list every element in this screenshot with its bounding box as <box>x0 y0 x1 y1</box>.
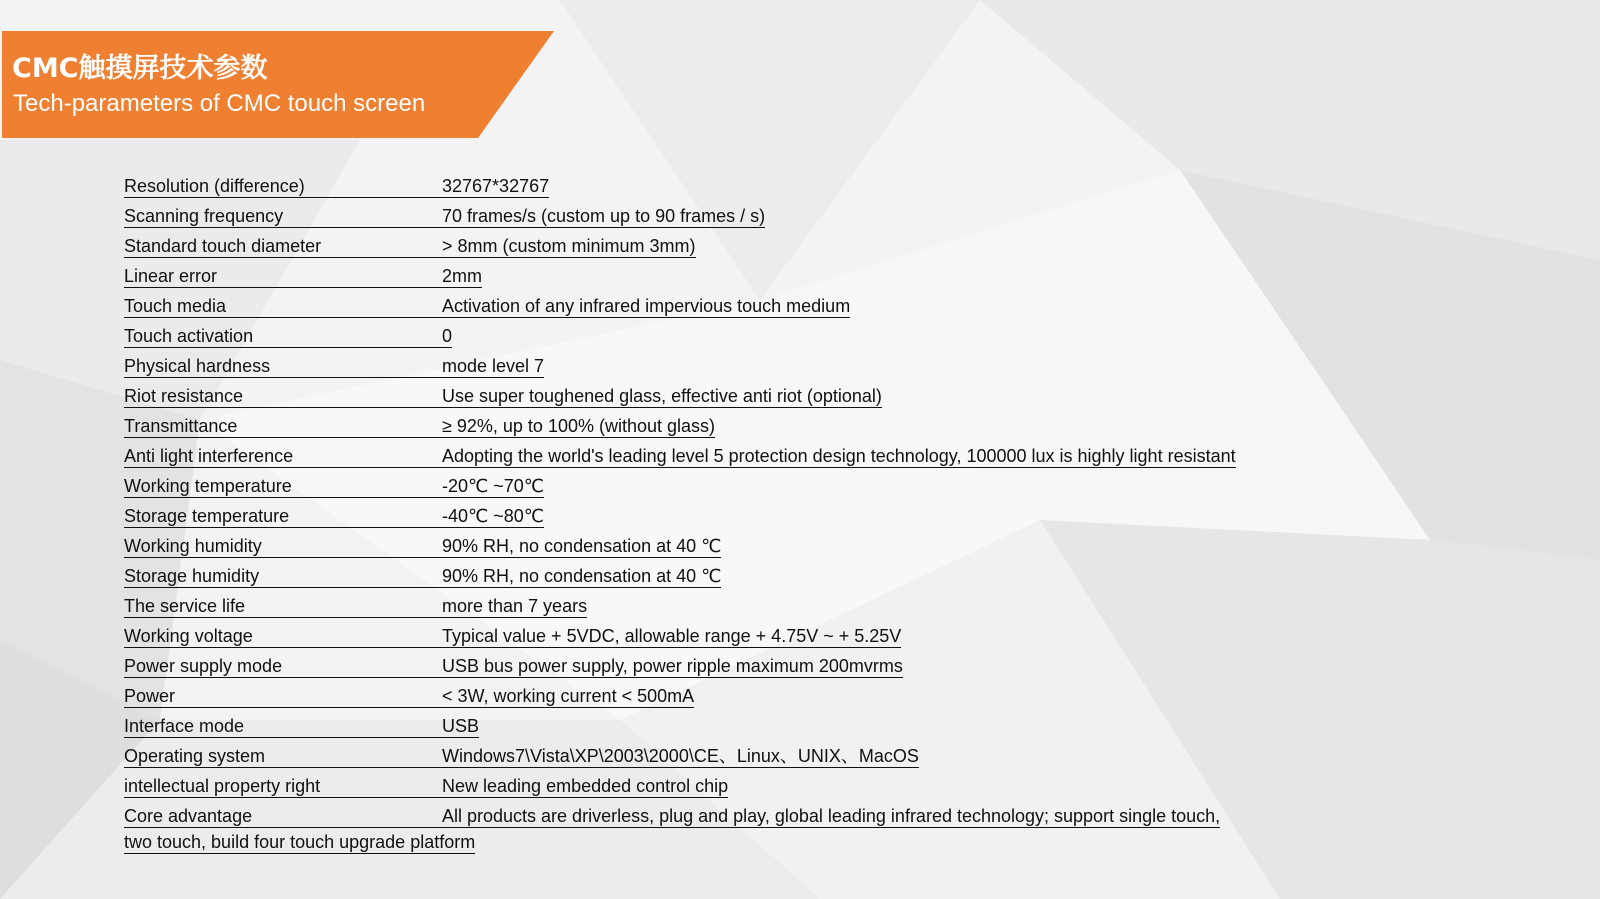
spec-continuation: two touch, build four touch upgrade platform <box>124 832 476 852</box>
spec-value: 32767*32767 <box>442 176 550 196</box>
spec-row <box>124 620 1324 650</box>
spec-value: Activation of any infrared impervious touch medium <box>442 296 851 316</box>
spec-list <box>124 170 1324 830</box>
spec-label: Power <box>124 685 442 708</box>
spec-value: 90% RH, no condensation at 40 ℃ <box>442 536 722 556</box>
spec-value: Typical value + 5VDC, allowable range + 4.75V ~ + 5.25V <box>442 626 902 646</box>
spec-label: Scanning frequency <box>124 205 442 228</box>
spec-row <box>124 410 1324 440</box>
spec-label: Interface mode <box>124 715 442 738</box>
spec-label: Riot resistance <box>124 385 442 408</box>
spec-row <box>124 320 1324 350</box>
spec-row <box>124 290 1324 320</box>
spec-value: USB <box>442 716 480 736</box>
spec-value: mode level 7 <box>442 356 545 376</box>
spec-row <box>124 200 1324 230</box>
spec-label: Working humidity <box>124 535 442 558</box>
page-subtitle: Tech-parameters of CMC touch screen <box>13 90 426 117</box>
spec-label: Operating system <box>124 745 442 768</box>
spec-label: Physical hardness <box>124 355 442 378</box>
spec-row <box>124 470 1324 500</box>
spec-value: > 8mm (custom minimum 3mm) <box>442 236 696 256</box>
spec-label: Power supply mode <box>124 655 442 678</box>
spec-value: 70 frames/s (custom up to 90 frames / s) <box>442 206 766 226</box>
spec-label: The service life <box>124 595 442 618</box>
spec-row <box>124 710 1324 740</box>
spec-value: -40℃ ~80℃ <box>442 506 544 526</box>
spec-value: < 3W, working current < 500mA <box>442 686 695 706</box>
spec-label: intellectual property right <box>124 775 442 798</box>
spec-row <box>124 500 1324 530</box>
spec-label: Linear error <box>124 265 442 288</box>
spec-row <box>124 590 1324 620</box>
spec-label: Storage temperature <box>124 505 442 528</box>
header-banner <box>2 31 554 138</box>
spec-row <box>124 560 1324 590</box>
spec-value: 90% RH, no condensation at 40 ℃ <box>442 566 722 586</box>
spec-row <box>124 650 1324 680</box>
spec-value: Windows7\Vista\XP\2003\2000\CE、Linux、UNIX、MacOS <box>442 746 919 766</box>
spec-row <box>124 380 1324 410</box>
spec-value: -20℃ ~70℃ <box>442 476 544 496</box>
spec-label: Touch activation <box>124 325 442 348</box>
spec-value: Adopting the world's leading level 5 protection design technology, 100000 lux is highly light resistant <box>442 446 1236 466</box>
spec-row <box>124 230 1324 260</box>
spec-value: 2mm <box>442 266 482 286</box>
spec-label: Anti light interference <box>124 445 442 468</box>
spec-label: Transmittance <box>124 415 442 438</box>
spec-label: Touch media <box>124 295 442 318</box>
spec-value: 0 <box>442 326 453 346</box>
spec-row <box>124 680 1324 710</box>
spec-label: Core advantage <box>124 805 442 828</box>
spec-value: ≥ 92%, up to 100% (without glass) <box>442 416 716 436</box>
spec-row <box>124 770 1324 800</box>
spec-row <box>124 170 1324 200</box>
spec-row <box>124 530 1324 560</box>
spec-label: Standard touch diameter <box>124 235 442 258</box>
spec-label: Working temperature <box>124 475 442 498</box>
spec-label: Storage humidity <box>124 565 442 588</box>
spec-value: All products are driverless, plug and play, global leading infrared technology; support single touch, <box>442 806 1221 826</box>
spec-row <box>124 260 1324 290</box>
spec-label: Working voltage <box>124 625 442 648</box>
spec-row <box>124 800 1324 830</box>
spec-value: more than 7 years <box>442 596 588 616</box>
spec-value: New leading embedded control chip <box>442 776 729 796</box>
spec-label: Resolution (difference) <box>124 175 442 198</box>
spec-row <box>124 740 1324 770</box>
spec-value: Use super toughened glass, effective anti riot (optional) <box>442 386 882 406</box>
spec-row <box>124 440 1324 470</box>
spec-row <box>124 350 1324 380</box>
spec-value: USB bus power supply, power ripple maximum 200mvrms <box>442 656 903 676</box>
page-title: CMC触摸屏技术参数 <box>12 53 268 84</box>
